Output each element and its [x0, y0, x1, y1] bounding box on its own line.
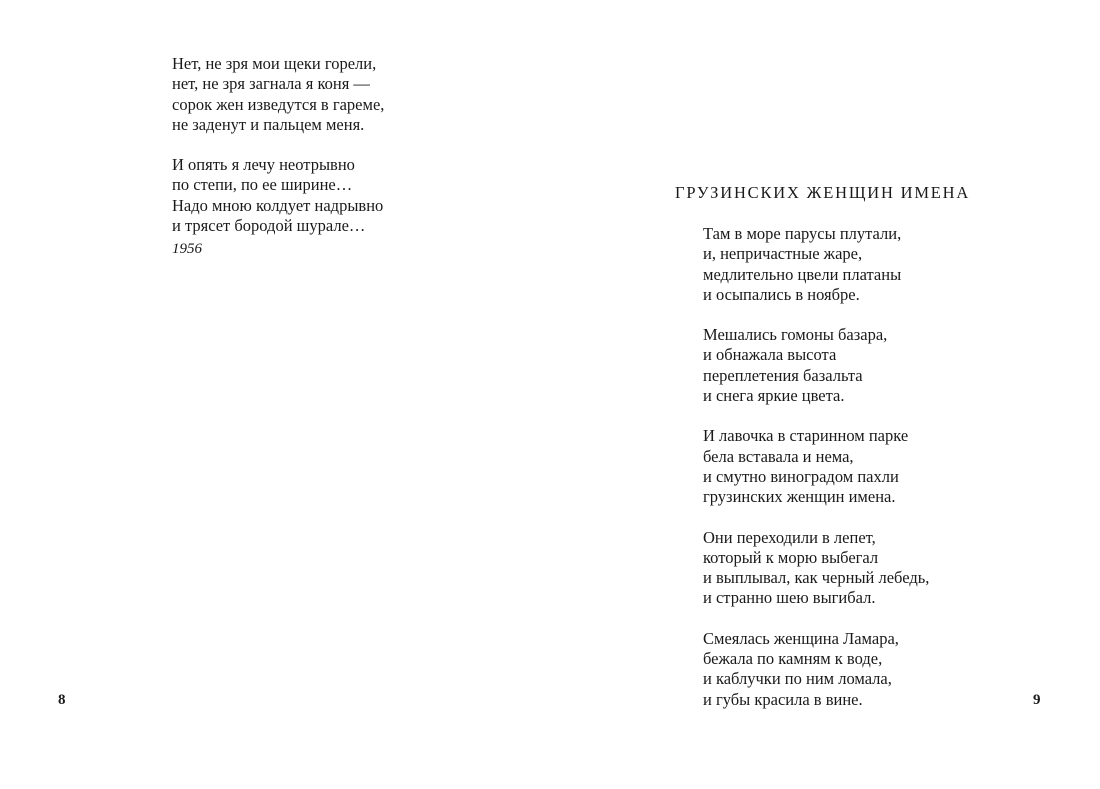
- poem-line: грузинских женщин имена.: [703, 487, 896, 507]
- poem-line: и смутно виноградом пахли: [703, 466, 899, 486]
- poem-line: не заденут и пальцем меня.: [172, 114, 365, 134]
- poem-title: ГРУЗИНСКИХ ЖЕНЩИН ИМЕНА: [675, 183, 971, 202]
- poem-line: и губы красила в вине.: [703, 689, 863, 709]
- stanza: [703, 629, 929, 710]
- poem-line: Там в море парусы плутали,: [703, 224, 902, 243]
- poem-line: и обнажала высота: [703, 345, 837, 365]
- poem-line: медлительно цвели платаны: [703, 264, 902, 284]
- stanza: [703, 528, 929, 609]
- poem-line: переплетения базальта: [703, 365, 863, 385]
- poem-line: и каблучки по ним ломала,: [703, 669, 892, 689]
- stanza: [703, 224, 929, 305]
- poem-body: [703, 224, 929, 710]
- poem-line: Надо мною колдует надрывно: [172, 195, 384, 215]
- poem-line: и выплывал, как черный лебедь,: [703, 568, 930, 588]
- poem-line: по степи, по ее ширине…: [172, 175, 353, 195]
- stanza: [703, 426, 929, 507]
- page-number: 8: [58, 692, 66, 708]
- poem-continuation: [172, 54, 384, 258]
- stanza: [172, 54, 384, 135]
- poem-line: Смеялась женщина Ламара,: [703, 628, 899, 648]
- poem-line: который к морю выбегал: [703, 547, 879, 567]
- poem-line: бела вставала и нема,: [703, 446, 854, 466]
- poem-line: Нет, не зря мои щеки горели,: [172, 54, 377, 73]
- page-number: 9: [1033, 692, 1041, 708]
- poem-line: бежала по камням к воде,: [703, 649, 883, 669]
- poem-line: и снега яркие цвета.: [703, 386, 845, 406]
- poem-line: сорок жен изведутся в гареме,: [172, 94, 385, 114]
- poem-line: нет, не зря загнала я коня —: [172, 74, 370, 94]
- poem-line: И лавочка в старинном парке: [703, 426, 909, 446]
- poem-line: Они переходили в лепет,: [703, 527, 876, 547]
- stanza: [703, 325, 929, 406]
- stanza: [172, 155, 384, 236]
- poem-line: и, непричастные жаре,: [703, 244, 863, 264]
- poem-line: И опять я лечу неотрывно: [172, 155, 355, 175]
- poem-line: и трясет бородой шурале…: [172, 216, 366, 236]
- poem-line: и странно шею выгибал.: [703, 588, 876, 608]
- right-page: [550, 0, 1100, 789]
- poem-line: Мешались гомоны базара,: [703, 325, 888, 345]
- poem-line: и осыпались в ноябре.: [703, 284, 860, 304]
- poem-year: 1956: [172, 241, 202, 258]
